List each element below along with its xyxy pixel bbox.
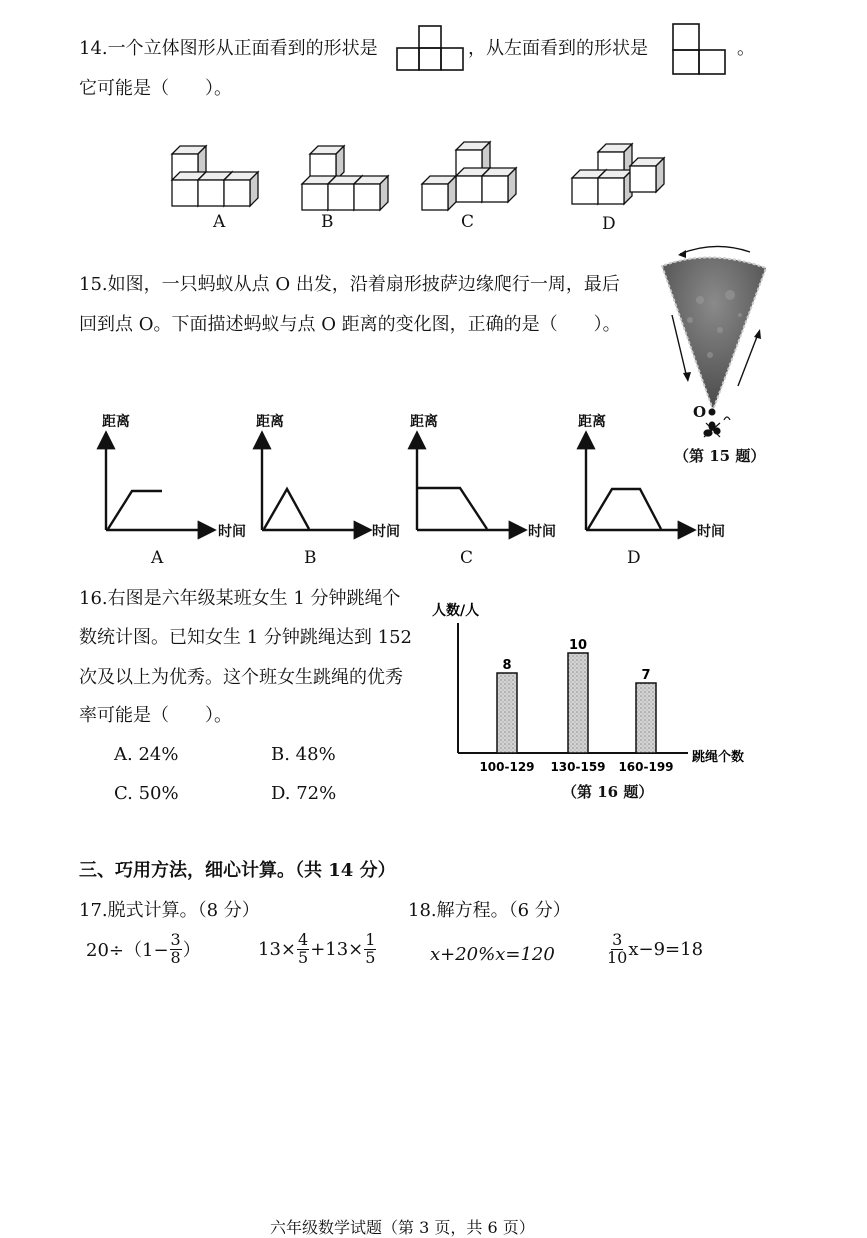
chart-ylabel: 人数/人	[432, 603, 480, 619]
expr-1-part-b: ）	[182, 940, 201, 962]
q15-caption: （第 15 题）	[674, 447, 766, 465]
front-view-figure	[396, 24, 466, 72]
q14-cube-options	[160, 138, 700, 238]
q16-line1: 16.右图是六年级某班女生 1 分钟跳绳个	[79, 588, 401, 609]
graph-d-ylabel: 距离	[578, 414, 606, 430]
graph-c-xlabel: 时间	[528, 524, 556, 540]
denominator: 8	[170, 947, 181, 967]
q15-option-d[interactable]: D	[627, 548, 641, 568]
choice-a[interactable]: A. 24%	[114, 744, 179, 765]
numerator: 3	[612, 930, 623, 949]
q14-text-a: 14.一个立体图形从正面看到的形状是	[79, 38, 378, 59]
graph-b-ylabel: 距离	[256, 414, 284, 430]
graph-b	[262, 435, 368, 530]
graph-b-xlabel: 时间	[372, 524, 400, 540]
equation-2-rest: x−9=18	[628, 938, 704, 960]
numerator: 3	[170, 930, 181, 949]
fraction	[607, 932, 627, 967]
graph-d	[586, 435, 692, 530]
fraction	[170, 932, 182, 967]
expr-2-part-b: +13×	[310, 938, 364, 960]
bar-value-label: 10	[568, 638, 588, 653]
category-tick-label: 130-159	[550, 760, 606, 774]
q16-line2: 数统计图。已知女生 1 分钟跳绳达到 152	[79, 627, 412, 648]
equation-2	[606, 932, 703, 967]
q14-option-c[interactable]: C	[461, 212, 475, 232]
choice-b[interactable]: B. 48%	[271, 744, 336, 765]
q15-option-c[interactable]: C	[460, 548, 474, 568]
bar-value-label: 7	[641, 668, 651, 683]
q15-line1: 15.如图，一只蚂蚁从点 O 出发，沿着扇形披萨边缘爬行一周，最后	[79, 274, 620, 295]
left-view-figure	[671, 22, 727, 76]
q15-option-a[interactable]: A	[151, 548, 164, 568]
fraction	[364, 932, 376, 967]
q14-option-a[interactable]: A	[213, 212, 226, 232]
q14-line2: 它可能是（ ）。	[79, 78, 232, 99]
q14-option-d[interactable]: D	[602, 214, 616, 234]
section3-title: 三、巧用方法，细心计算。（共 14 分）	[79, 860, 396, 881]
q15-option-b[interactable]: B	[304, 548, 317, 568]
q14-option-b[interactable]: B	[321, 212, 334, 232]
equation-1: x+20%x=120	[430, 944, 555, 965]
q16-line4: 率可能是（ ）。	[79, 705, 232, 726]
expr-2-part-a: 13×	[258, 938, 296, 960]
bar-value-label: 8	[502, 658, 512, 673]
cube-figure-a	[172, 146, 258, 206]
choice-d[interactable]: D. 72%	[271, 783, 337, 804]
graph-c-ylabel: 距离	[410, 414, 438, 430]
numerator: 4	[298, 930, 309, 949]
bar-130-159	[568, 653, 588, 753]
jump-rope-bar-chart	[420, 595, 765, 780]
q15-line2: 回到点 O。下面描述蚂蚁与点 O 距离的变化图，正确的是（ ）。	[79, 314, 621, 335]
graph-c	[417, 435, 523, 530]
q14-text-b: ，从左面看到的形状是	[468, 38, 648, 59]
denominator: 5	[298, 947, 309, 967]
q14-text-c: 。	[737, 38, 755, 59]
chart-xlabel: 跳绳个数	[692, 750, 745, 765]
fraction	[297, 932, 309, 967]
q16-caption: （第 16 题）	[562, 783, 654, 801]
expr-2	[258, 932, 377, 967]
choice-c[interactable]: C. 50%	[114, 783, 179, 804]
graph-d-xlabel: 时间	[697, 524, 725, 540]
graph-a	[106, 435, 212, 530]
denominator: 5	[365, 947, 376, 967]
point-o-label: O	[693, 403, 707, 421]
cube-figure-c	[422, 142, 516, 210]
numerator: 1	[365, 930, 376, 949]
category-tick-label: 160-199	[618, 760, 674, 774]
denominator: 10	[607, 947, 628, 967]
bar-100-129	[497, 673, 517, 753]
page-footer: 六年级数学试题（第 3 页，共 6 页）	[270, 1218, 535, 1237]
graph-a-ylabel: 距离	[102, 414, 130, 430]
bar-160-199	[636, 683, 656, 753]
category-tick-label: 100-129	[479, 760, 535, 774]
expr-1	[86, 932, 201, 967]
q18-title: 18.解方程。（6 分）	[408, 900, 571, 921]
graph-a-xlabel: 时间	[218, 524, 246, 540]
q17-title: 17.脱式计算。（8 分）	[79, 900, 260, 921]
q16-line3: 次及以上为优秀。这个班女生跳绳的优秀	[79, 667, 403, 688]
q14-line1	[79, 40, 378, 58]
cube-figure-d	[572, 144, 664, 204]
cube-figure-b	[302, 146, 388, 210]
expr-1-part-a: 20÷（1−	[86, 940, 169, 962]
